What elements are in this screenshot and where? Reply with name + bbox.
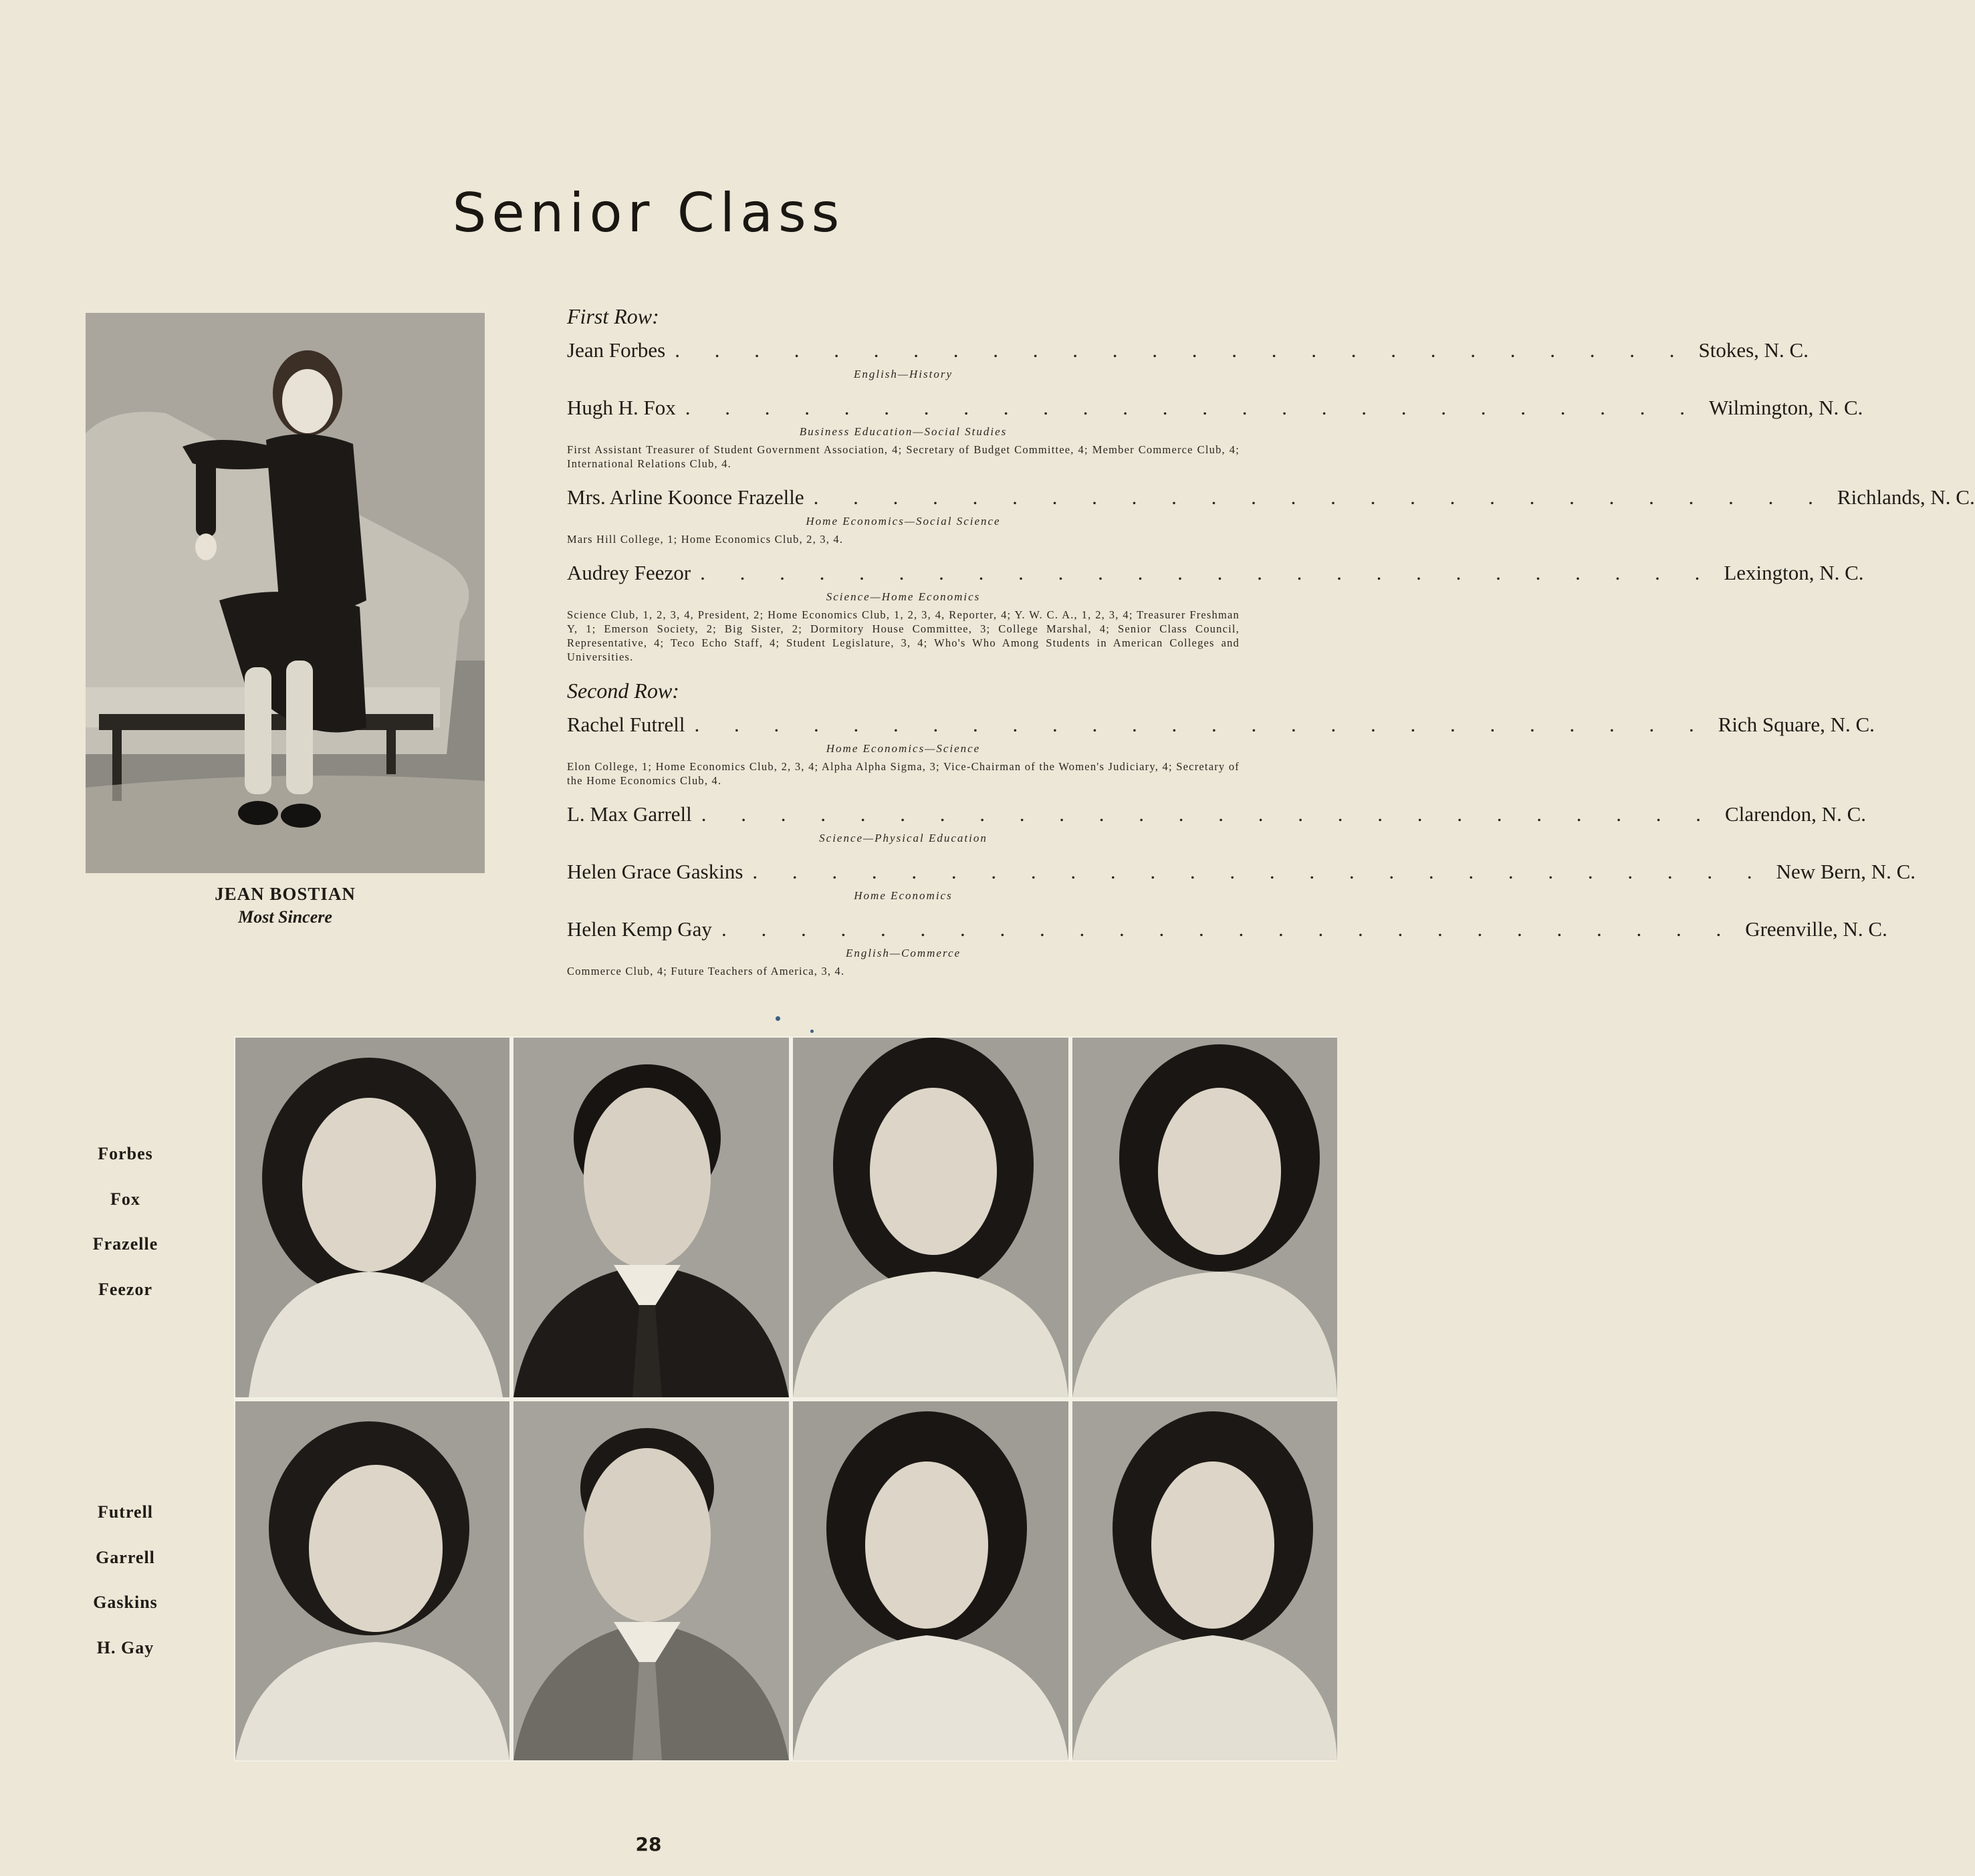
student-activities: Commerce Club, 4; Future Teachers of America, 3, 4. [567,965,845,977]
student-hometown: Clarendon, N. C. [1725,802,1866,826]
student-entry [567,485,1975,546]
leader-dots: . . . . . . . . . . . . . . . . . . . . . . . . . . [694,713,1709,736]
student-hometown: Richlands, N. C. [1837,485,1975,509]
page-number: 28 [635,1833,662,1855]
student-hometown: Lexington, N. C. [1724,561,1864,584]
student-name: Audrey Feezor [567,561,691,584]
photo-label: H. Gay [96,1637,154,1657]
student-entry [567,802,1866,845]
student-entry [567,338,1809,381]
featured-name: JEAN BOSTIAN [215,884,356,904]
portrait-photo [235,1038,509,1397]
student-activities: Mars Hill College, 1; Home Economics Club, 2, 3, 4. [567,533,844,546]
leader-dots: . . . . . . . . . . . . . . . . . . . . . . . . . . [700,561,1715,584]
student-name: Helen Kemp Gay [567,917,712,941]
student-name: Hugh H. Fox [567,396,676,419]
first-row-labels [80,1131,170,1312]
photo-label: Fox [110,1189,140,1209]
student-major: Home Economics—Science [826,742,981,755]
portrait-photo [513,1401,789,1760]
student-activities: Science Club, 1, 2, 3, 4, President, 2; Home Economics Club, 1, 2, 3, 4, Reporter, 4; Y. W. C. A., 1, 2, 3, 4; Treasurer Freshman Y, 1; Emerson Society, 2; Big Sister, 2; Dormitory House Committee, 3; College Marshal, 4; Senior Class Council, Representative, 4; Teco Echo Staff, 4; Student Legislature, 3, 4; Who's Who Among Students in American Colleges and Universities. [567,608,1240,663]
photo-label: Frazelle [92,1234,158,1254]
photo-label: Gaskins [93,1593,158,1612]
portrait-photo [1072,1401,1337,1760]
student-name: Rachel Futrell [567,713,685,736]
portrait-photo [513,1038,789,1397]
page-title: Senior Class [452,181,845,244]
student-name: Jean Forbes [567,338,666,362]
senior-roster [567,304,1975,993]
student-activities: Elon College, 1; Home Economics Club, 2, 3, 4; Alpha Alpha Sigma, 3; Vice-Chairman of the Women's Judiciary, 4; Secretary of the Home Economics Club, 4. [567,760,1240,787]
student-entry [567,713,1875,788]
photo-label: Futrell [97,1502,154,1522]
photo-label: Garrell [96,1547,155,1567]
leader-dots: . . . . . . . . . . . . . . . . . . . . . . . . . . [675,338,1690,362]
photo-label: Feezor [98,1279,153,1299]
student-major: Home Economics [854,889,953,902]
leader-dots: . . . . . . . . . . . . . . . . . . . . . . . . . . [813,485,1828,509]
portrait-grid [234,1036,1337,1762]
student-name: L. Max Garrell [567,802,692,826]
leader-dots: . . . . . . . . . . . . . . . . . . . . . . . . . . [752,860,1767,883]
portrait-photo [793,1038,1068,1397]
leader-dots: . . . . . . . . . . . . . . . . . . . . . . . . . . [701,802,1716,826]
student-name: Mrs. Arline Koonce Frazelle [567,485,804,509]
student-entry [567,396,1863,471]
student-major: Business Education—Social Studies [799,425,1008,438]
photo-label: Forbes [98,1144,153,1163]
featured-superlative: Most Sincere [238,907,332,927]
student-major: Science—Physical Education [819,832,988,844]
student-major: Science—Home Economics [826,590,981,603]
student-hometown: Stokes, N. C. [1698,338,1809,362]
student-major: English—History [853,368,953,380]
student-hometown: Rich Square, N. C. [1718,713,1875,736]
student-major: English—Commerce [845,947,961,959]
second-row-labels [80,1490,170,1670]
row-heading-second: Second Row: [567,679,679,703]
student-entry [567,860,1916,903]
student-activities: First Assistant Treasurer of Student Government Association, 4; Secretary of Budget Committee, 4; Member Commerce Club, 4; International Relations Club, 4. [567,443,1240,470]
student-entry [567,561,1864,664]
featured-caption [86,884,485,927]
student-hometown: Wilmington, N. C. [1709,396,1863,419]
student-entry [567,917,1887,978]
student-major: Home Economics—Social Science [806,515,1001,527]
featured-photo [86,313,485,873]
student-name: Helen Grace Gaskins [567,860,743,883]
ink-speck [776,1016,780,1021]
portrait-photo [1072,1038,1337,1397]
portrait-photo [793,1401,1068,1760]
ink-speck [810,1030,814,1033]
portrait-photo [235,1401,509,1760]
row-heading-first: First Row: [567,304,659,328]
student-hometown: Greenville, N. C. [1745,917,1887,941]
leader-dots: . . . . . . . . . . . . . . . . . . . . . . . . . . [721,917,1736,941]
leader-dots: . . . . . . . . . . . . . . . . . . . . . . . . . . [685,396,1700,419]
student-hometown: New Bern, N. C. [1776,860,1916,883]
